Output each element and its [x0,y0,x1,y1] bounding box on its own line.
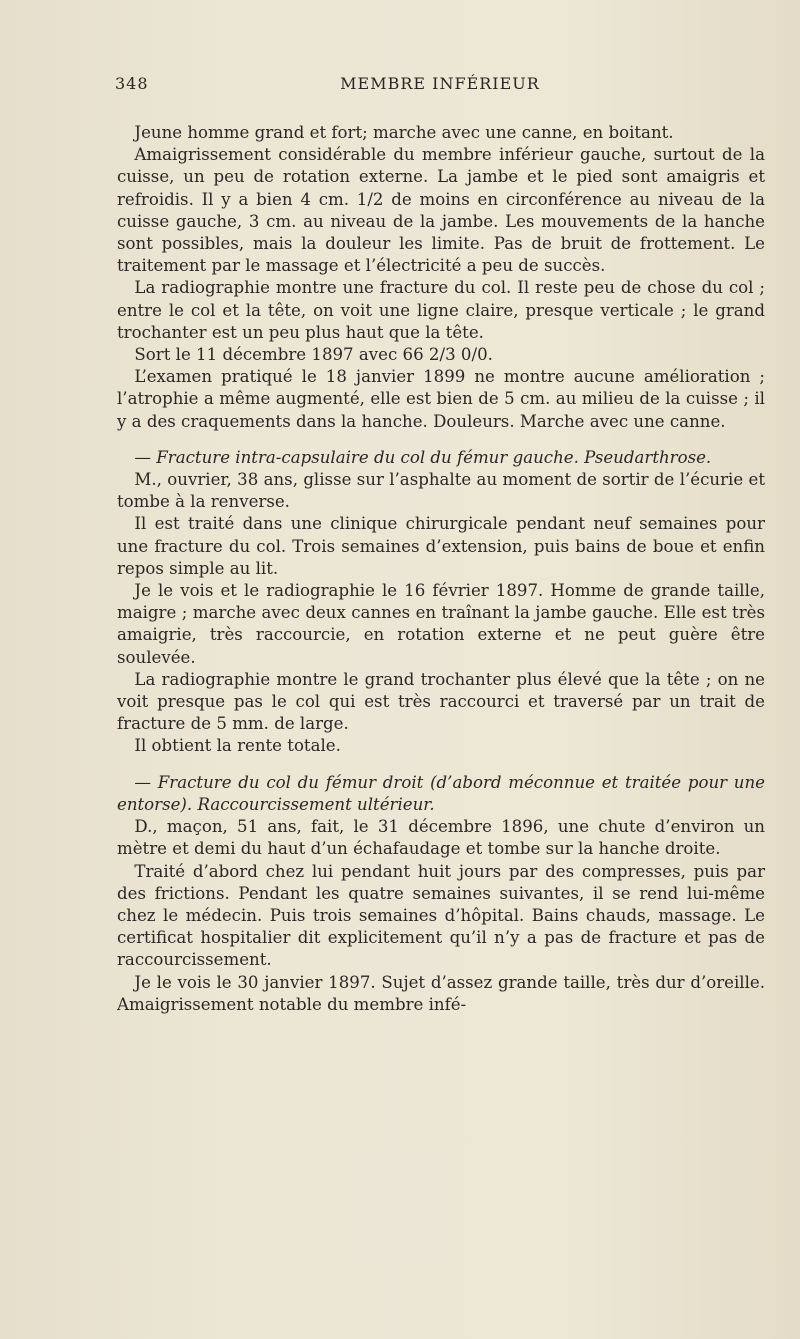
page-header [115,74,765,98]
case-heading [117,772,765,816]
case-heading-title: Fracture intra-capsulaire du col du fémur gauche. Pseudarthrose. [156,447,712,467]
paragraph: Je le vois et le radiographie le 16 février 1897. Homme de grande taille, maigre ; marche avec deux cannes en traînant la jambe gauche. Elle est très amaigrie, très raccourcie, en rotation externe et ne peut guère être soulevée. [117,581,765,667]
paragraph: La radiographie montre une fracture du col. Il reste peu de chose du col ; entre le col et la tête, on voit une ligne claire, presque verticale ; le grand trochanter est un peu plus haut que la tête. [117,278,765,342]
paragraph: Amaigrissement considérable du membre inférieur gauche, surtout de la cuisse, un peu de rotation externe. La jambe et le pied sont amaigris et refroidis. Il y a bien 4 cm. 1/2 de moins en circonférence au niveau de la cuisse gauche, 3 cm. au niveau de la jambe. Les mouvements de la hanche sont possibles, mais la douleur les limite. Pas de bruit de frottement. Le traitement par le massage et l’électricité a peu de succès. [117,145,765,276]
paragraph: Sort le 11 décembre 1897 avec 66 2/3 0/0. [134,345,493,365]
page-number: 348 [115,74,149,93]
paragraph: Il obtient la rente totale. [134,736,341,756]
paragraph: La radiographie montre le grand trochanter plus élevé que la tête ; on ne voit presque pas le col qui est très raccourci et traversé par un trait de fracture de 5 mm. de large. [117,669,765,734]
paragraph: M., ouvrier, 38 ans, glisse sur l’asphalte au moment de sortir de l’écurie et tombe à la renverse. [117,470,765,512]
case-heading-title: Fracture du col du fémur droit (d’abord méconnue et traitée pour une entorse). Raccourcissement ultérieur. [117,772,766,814]
paragraph: Il est traité dans une clinique chirurgicale pendant neuf semaines pour une fracture du col. Trois semaines d’extension, puis bains de boue et enfin repos simple au lit. [117,514,765,578]
paragraph: L’examen pratiqué le 18 janvier 1899 ne montre aucune amélioration ; l’atrophie a même augmenté, elle est bien de 5 cm. au milieu de la cuisse ; il y a des craquements dans la hanche. Douleurs. Marche avec une canne. [117,367,765,431]
paragraph: Traité d’abord chez lui pendant huit jours par des compresses, puis par des frictions. Pendant les quatre semaines suivantes, il se rend lui-même chez le médecin. Puis trois semaines d’hôpital. Bains chauds, massage. Le certificat hospitalier dit explicitement qu’il n’y a pas de fracture et pas de raccourcissement. [117,861,765,970]
case-heading-dash: — [134,772,158,792]
running-title: MEMBRE INFÉRIEUR [340,74,540,93]
case-heading-dash: — [134,447,157,467]
paragraph: Jeune homme grand et fort; marche avec une canne, en boitant. [134,123,674,142]
paragraph: D., maçon, 51 ans, fait, le 31 décembre 1896, une chute d’environ un mètre et demi du haut d’un échafaudage et tombe sur la hanche droite. [117,817,765,859]
case-heading [117,447,765,469]
body-text [117,122,765,1016]
paragraph: Je le vois le 30 janvier 1897. Sujet d’assez grande taille, très dur d’oreille. Amaigrissement notable du membre infé- [117,972,765,1014]
